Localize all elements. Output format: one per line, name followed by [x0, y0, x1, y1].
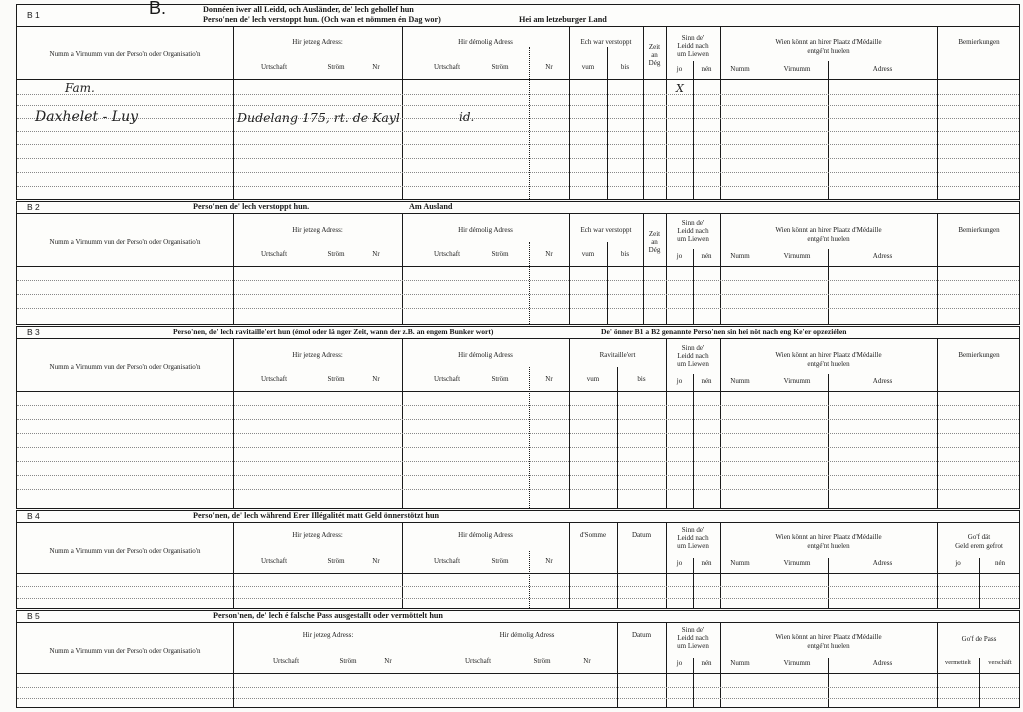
- hidden-header: Ech war verstoppt: [580, 38, 632, 46]
- date-header: Datum: [631, 531, 652, 539]
- address-header: Adress: [872, 377, 893, 385]
- nr-header: Nr: [583, 657, 591, 665]
- surname-header: Numm: [730, 659, 750, 667]
- place-header: Urtschaft: [260, 557, 288, 565]
- alive-header-1: Sinn de': [681, 526, 705, 534]
- street-header: Ström: [533, 657, 551, 665]
- place-header: Urtschaft: [272, 657, 300, 665]
- section-title-line2: Am Ausland: [409, 202, 453, 211]
- street-header: Ström: [327, 250, 345, 258]
- medal-header-1: Wien könnt an hirer Plaatz d'Médaille: [775, 633, 882, 641]
- date-header: Datum: [631, 631, 652, 639]
- place-header: Urtschaft: [260, 250, 288, 258]
- alive-header-1: Sinn de': [681, 626, 705, 634]
- pass-header: Go'f de Pass: [961, 635, 997, 643]
- name-column-header: Numm a Virnumm vun der Perso'n oder Organisatio'n: [49, 50, 201, 58]
- street-header: Ström: [327, 375, 345, 383]
- nr-header: Nr: [372, 557, 380, 565]
- alive-header-2: Leidd nach: [677, 534, 709, 542]
- street-header: Ström: [491, 557, 509, 565]
- section-title-line1: Perso'nen, de' lech ravitaille'ert hun (émol oder lä nger Zeit, wann der z.B. an engem Bunker wort): [173, 327, 494, 336]
- name-column-header: Numm a Virnumm vun der Perso'n oder Organisatio'n: [49, 547, 201, 555]
- alive-header-2: Leidd nach: [677, 227, 709, 235]
- medal-header-2: entgé'nt huelen: [807, 542, 850, 550]
- money-header-2: Geld erem gefrot: [955, 542, 1003, 550]
- street-header: Ström: [327, 557, 345, 565]
- section-title-line1: Perso'nen, de' lech während Erer Illégalitét matt Geld önnerstötzt hun: [193, 511, 440, 520]
- section-b1: [16, 0, 1020, 200]
- yes-header: jo: [676, 65, 683, 73]
- remarks-header: Bemierkungen: [958, 226, 1000, 234]
- section-title-line3: Hei am letzeburger Land: [519, 15, 607, 24]
- section-b3: [16, 326, 1020, 509]
- section-b2-header: [17, 202, 1019, 214]
- section-code: B 5: [27, 611, 40, 621]
- section-title-line2: De' önner B1 a B2 genannte Perso'nen sin hei nöt nach eng Ke'er opzeziélen: [601, 327, 847, 336]
- medal-header-1: Wien könnt an hirer Plaatz d'Médaille: [775, 226, 882, 234]
- section-title-line2: Perso'nen de' lech verstoppt hun. (Och wan et nömmen én Dag wor): [203, 15, 441, 24]
- medal-header-1: Wien könnt an hirer Plaatz d'Médaille: [775, 533, 882, 541]
- to-header: bis: [620, 250, 630, 258]
- address-header: Adress: [872, 252, 893, 260]
- nr-header: Nr: [545, 250, 553, 258]
- former-address-header: Hir démolig Adress: [458, 351, 513, 359]
- entry-current-address: Dudelang 175, rt. de Kayl: [237, 110, 400, 125]
- no-header: nén: [701, 659, 712, 667]
- section-title-line1: Person'nen, de' lech é falsche Pass ausgestallt oder vermöttelt hun: [213, 611, 443, 620]
- from-header: vum: [586, 375, 600, 383]
- time-header-3: Dég: [648, 59, 661, 67]
- nr-header: Nr: [384, 657, 392, 665]
- name-column-header: Numm a Virnumm vun der Perso'n oder Organisatio'n: [49, 238, 201, 246]
- nr-header: Nr: [372, 375, 380, 383]
- current-address-header: Hir jetzeg Adress:: [292, 531, 343, 539]
- yes-header: jo: [955, 559, 961, 567]
- section-b4: [16, 510, 1020, 609]
- current-address-header: Hir jetzeg Adress:: [292, 351, 343, 359]
- firstname-header: Virnumm: [783, 659, 811, 667]
- street-header: Ström: [339, 657, 357, 665]
- remarks-header: Bemierkungen: [958, 38, 1000, 46]
- time-header-1: Zeit: [648, 230, 661, 238]
- place-header: Urtschaft: [260, 63, 288, 71]
- to-header: bis: [637, 375, 646, 383]
- name-column-header: Numm a Virnumm vun der Perso'n oder Organisatio'n: [49, 647, 201, 655]
- hidden-header: Ech war verstoppt: [580, 226, 632, 234]
- section-code: B 2: [27, 202, 40, 212]
- section-b5: [16, 610, 1020, 708]
- firstname-header: Virnumm: [783, 559, 811, 567]
- no-header: nén: [701, 65, 712, 73]
- from-header: vum: [581, 63, 595, 71]
- entry-family: Fam.: [65, 81, 95, 95]
- nr-header: Nr: [545, 557, 553, 565]
- from-header: vum: [581, 250, 595, 258]
- alive-header-1: Sinn de': [681, 344, 705, 352]
- alive-header-1: Sinn de': [681, 219, 705, 227]
- firstname-header: Virnumm: [783, 252, 811, 260]
- money-header-1: Go'f dät: [967, 533, 991, 541]
- alive-header-2: Leidd nach: [677, 352, 709, 360]
- alive-header-2: Leidd nach: [677, 42, 709, 50]
- current-address-header: Hir jetzeg Adress:: [302, 631, 354, 639]
- medal-header-1: Wien könnt an hirer Plaatz d'Médaille: [775, 351, 882, 359]
- yes-header: jo: [676, 559, 683, 567]
- former-address-header: Hir démolig Adress: [458, 531, 513, 539]
- name-column-header: Numm a Virnumm vun der Perso'n oder Organisatio'n: [49, 363, 201, 371]
- section-title-line1: Perso'nen de' lech verstoppt hun.: [193, 202, 310, 211]
- alive-header-3: um Liewen: [677, 50, 709, 58]
- place-header: Urtschaft: [433, 250, 461, 258]
- time-header-2: an: [651, 51, 658, 59]
- entry-alive-yes: X: [676, 82, 684, 95]
- street-header: Ström: [491, 375, 509, 383]
- sum-header: d'Somme: [579, 531, 607, 539]
- medal-header-2: entgé'nt huelen: [807, 642, 850, 650]
- form-letter: B.: [149, 0, 167, 18]
- surname-header: Numm: [730, 559, 750, 567]
- yes-header: jo: [676, 377, 683, 385]
- address-header: Adress: [872, 659, 893, 667]
- alive-header-3: um Liewen: [677, 542, 709, 550]
- alive-header-3: um Liewen: [677, 360, 709, 368]
- place-header: Urtschaft: [260, 375, 288, 383]
- alive-header-1: Sinn de': [681, 34, 705, 42]
- no-header: nén: [701, 559, 712, 567]
- obtained-header: verschäft: [988, 659, 1012, 666]
- form-page: [16, 0, 1020, 708]
- former-address-header: Hir démolig Adress: [499, 631, 555, 639]
- street-header: Ström: [491, 63, 509, 71]
- section-b3-header: [17, 327, 1019, 339]
- entry-name: Daxhelet - Luy: [35, 109, 139, 125]
- to-header: bis: [620, 63, 630, 71]
- surname-header: Numm: [730, 252, 750, 260]
- medal-header-2: entgé'nt huelen: [807, 47, 850, 55]
- place-header: Urtschaft: [433, 557, 461, 565]
- no-header: nén: [701, 252, 712, 260]
- alive-header-3: um Liewen: [677, 642, 709, 650]
- time-header-2: an: [651, 238, 658, 246]
- yes-header: jo: [676, 252, 683, 260]
- remarks-header: Bemierkungen: [958, 351, 1000, 359]
- issued-header: vermettelt: [945, 659, 971, 666]
- medal-header-2: entgé'nt huelen: [807, 360, 850, 368]
- current-address-header: Hir jetzeg Adress:: [292, 226, 343, 234]
- alive-header-3: um Liewen: [677, 235, 709, 243]
- former-address-header: Hir démolig Adress: [458, 226, 513, 234]
- current-address-header: Hir jetzeg Adress:: [292, 38, 343, 46]
- section-code: B 1: [27, 10, 40, 20]
- place-header: Urtschaft: [433, 63, 461, 71]
- entry-former-address: id.: [459, 110, 475, 124]
- section-b2: [16, 201, 1020, 325]
- section-b4-header: [17, 511, 1019, 523]
- medal-header-2: entgé'nt huelen: [807, 235, 850, 243]
- nr-header: Nr: [372, 250, 380, 258]
- section-code: B 4: [27, 511, 40, 521]
- section-title-line1: Donnéen iwer all Leidd, och Ausländer, de' lech gehollef hun: [203, 5, 414, 14]
- surname-header: Numm: [730, 377, 750, 385]
- place-header: Urtschaft: [433, 375, 461, 383]
- medal-header-1: Wien könnt an hirer Plaatz d'Médaille: [775, 38, 882, 46]
- former-address-header: Hir démolig Adress: [458, 38, 513, 46]
- place-header: Urtschaft: [464, 657, 492, 665]
- firstname-header: Virnumm: [783, 377, 811, 385]
- section-code: B 3: [27, 327, 40, 337]
- no-header: nén: [701, 377, 712, 385]
- yes-header: jo: [676, 659, 683, 667]
- section-b5-header: [17, 611, 1019, 623]
- time-header-1: Zeit: [648, 43, 661, 51]
- alive-header-2: Leidd nach: [677, 634, 709, 642]
- section-b1-header: [17, 0, 1019, 27]
- nr-header: Nr: [545, 63, 553, 71]
- address-header: Adress: [872, 559, 893, 567]
- no-header: nén: [994, 559, 1006, 567]
- supplied-header: Ravitaille'ert: [599, 351, 636, 359]
- surname-header: Numm: [730, 65, 750, 73]
- street-header: Ström: [491, 250, 509, 258]
- time-header-3: Dég: [648, 246, 661, 254]
- firstname-header: Virnumm: [783, 65, 811, 73]
- address-header: Adress: [872, 65, 893, 73]
- nr-header: Nr: [545, 375, 553, 383]
- nr-header: Nr: [372, 63, 380, 71]
- street-header: Ström: [327, 63, 345, 71]
